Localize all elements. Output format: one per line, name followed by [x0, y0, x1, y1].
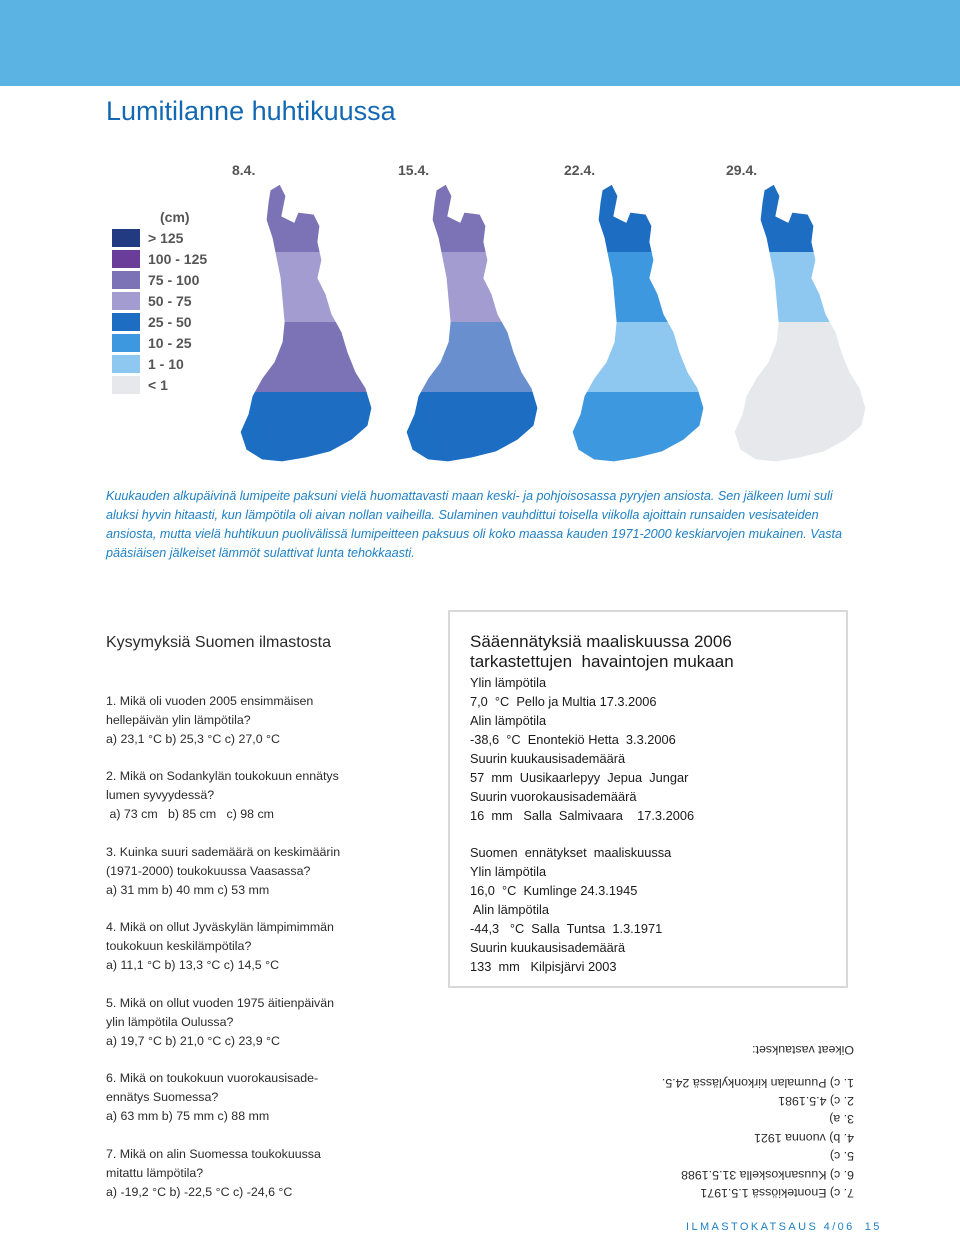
legend-label: 75 - 100	[148, 272, 200, 288]
question-text: mitattu lämpötila?	[106, 1166, 204, 1180]
march-2006-records	[470, 673, 840, 825]
question-text: ylin lämpötila Oulussa?	[106, 1015, 234, 1029]
snow-zone	[388, 252, 552, 322]
map-legend	[108, 207, 206, 397]
question-options: a) 23,1 °C b) 25,3 °C c) 27,0 °C	[106, 732, 280, 746]
snow-zone	[554, 182, 718, 252]
answer-line: 7. c) Enontekiössä 1.5.1971	[700, 1186, 854, 1200]
page-title: Lumitilanne huhtikuussa	[106, 96, 396, 126]
record-line: Suurin vuorokausisademäärä	[470, 789, 637, 804]
question-options: a) 73 cm b) 85 cm c) 98 cm	[106, 807, 275, 821]
page-number: 15	[864, 1221, 882, 1233]
records-heading-line: Sääennätyksiä maaliskuussa 2006	[470, 632, 732, 651]
legend-item	[108, 355, 206, 375]
answer-line: 5. c)	[829, 1149, 854, 1164]
question-text: 5. Mikä on ollut vuoden 1975 äitienpäivän	[106, 996, 335, 1010]
legend-label: 25 - 50	[148, 314, 192, 330]
question-1	[106, 692, 396, 749]
answers-block	[661, 1024, 854, 1202]
record-line: 133 mm Kilpisjärvi 2003	[470, 959, 617, 974]
finland-map	[222, 182, 386, 470]
question-text: hellepäivän ylin lämpötila?	[106, 713, 251, 727]
questions-heading: Kysymyksiä Suomen ilmastosta	[106, 634, 331, 651]
all-time-records	[470, 843, 840, 976]
legend-label: 50 - 75	[148, 293, 192, 309]
question-5	[106, 994, 396, 1051]
snow-zone	[716, 182, 880, 252]
legend-swatch	[112, 334, 140, 352]
record-line: -44,3 °C Salla Tuntsa 1.3.1971	[470, 921, 663, 936]
record-line: -38,6 °C Enontekiö Hetta 3.3.2006	[470, 732, 676, 747]
record-line: 7,0 °C Pello ja Multia 17.3.2006	[470, 694, 657, 709]
legend-unit: (cm)	[160, 209, 190, 225]
legend-label: < 1	[148, 377, 168, 393]
map-date: 22.4.	[564, 162, 596, 178]
legend-item	[108, 313, 206, 333]
record-line: 16 mm Salla Salmivaara 17.3.2006	[470, 808, 695, 823]
legend-swatch	[112, 355, 140, 373]
question-2	[106, 767, 396, 824]
map-date: 15.4.	[398, 162, 430, 178]
legend-label: > 125	[148, 230, 184, 246]
record-line: 57 mm Uusikaarlepyy Jepua Jungar	[470, 770, 689, 785]
records-heading	[470, 632, 734, 672]
legend-label: 100 - 125	[148, 251, 208, 267]
question-text: 7. Mikä on alin Suomessa toukokuussa	[106, 1147, 321, 1161]
snow-zone	[388, 182, 552, 252]
legend-swatch	[112, 313, 140, 331]
question-7	[106, 1145, 396, 1202]
record-line: Ylin lämpötila	[470, 864, 547, 879]
record-line: Suurin kuukausisademäärä	[470, 940, 626, 955]
legend-item	[108, 271, 206, 291]
question-text: ennätys Suomessa?	[106, 1090, 219, 1104]
question-text: 6. Mikä on toukokuun vuorokausisade-	[106, 1071, 319, 1085]
legend-item	[108, 292, 206, 312]
question-4	[106, 918, 396, 975]
records-heading-line: tarkastettujen havaintojen mukaan	[470, 652, 734, 671]
legend-label: 1 - 10	[148, 356, 184, 372]
page-footer	[686, 1221, 882, 1233]
legend-item	[108, 334, 206, 354]
legend-item	[108, 229, 206, 249]
question-text: lumen syvyydessä?	[106, 788, 215, 802]
question-options: a) 31 mm b) 40 mm c) 53 mm	[106, 883, 270, 897]
snow-map	[716, 160, 880, 470]
legend-swatch	[112, 250, 140, 268]
publication-name: ILMASTOKATSAUS 4/06	[686, 1221, 855, 1233]
record-line: Suurin kuukausisademäärä	[470, 751, 626, 766]
legend-item	[108, 250, 206, 270]
legend-label: 10 - 25	[148, 335, 192, 351]
finland-map	[716, 182, 880, 470]
snow-zone	[716, 252, 880, 322]
question-text: (1971-2000) toukokuussa Vaasassa?	[106, 864, 311, 878]
question-options: a) 19,7 °C b) 21,0 °C c) 23,9 °C	[106, 1034, 280, 1048]
legend-swatch	[112, 376, 140, 394]
question-3	[106, 843, 396, 900]
finland-map	[388, 182, 552, 470]
snow-map	[222, 160, 386, 470]
record-line: Suomen ennätykset maaliskuussa	[470, 845, 672, 860]
finland-map	[554, 182, 718, 470]
answer-line: 6. c) Kuusankoskella 31.5.1988	[681, 1167, 854, 1182]
map-date: 8.4.	[232, 162, 256, 178]
snow-map	[554, 160, 718, 470]
legend-swatch	[112, 271, 140, 289]
snow-zone	[554, 252, 718, 322]
answer-line: 1. c) Puumalan kirkonkylässä 24.5.	[661, 1075, 854, 1090]
question-text: 1. Mikä oli vuoden 2005 ensimmäisen	[106, 694, 314, 708]
question-6	[106, 1069, 396, 1126]
figure-caption: Kuukauden alkupäivinä lumipeite paksuni vielä huomattavasti maan keski- ja pohjoisosassa pyryjen ansiosta. Sen jälkeen lumi suli aluksi hyvin hitaasti, kun lämpötila oli aivan nollan vaiheilla. Sulaminen vauhdittui toisella viikolla ajoittain runsaiden vesisateiden ansiosta, mutta vielä huhtikuun puolivälissä lumipeitteen paksuus oli koko maassa kauden 1971-2000 keskiarvojen mukainen. Vasta pääsiäisen jälkeiset lämmöt sulattivat lunta tehokkaasti.	[106, 489, 843, 560]
question-text: 3. Kuinka suuri sademäärä on keskimäärin	[106, 845, 341, 859]
header-band	[0, 0, 960, 86]
question-options: a) -19,2 °C b) -22,5 °C c) -24,6 °C	[106, 1185, 293, 1199]
answer-line: 4. b) vuonna 1921	[754, 1130, 854, 1145]
question-options: a) 63 mm b) 75 mm c) 88 mm	[106, 1109, 270, 1123]
question-text: 4. Mikä on ollut Jyväskylän lämpimimmän	[106, 920, 334, 934]
snow-map	[388, 160, 552, 470]
answer-line: 2. c) 4.5.1981	[778, 1093, 854, 1108]
record-line: 16,0 °C Kumlinge 24.3.1945	[470, 883, 638, 898]
answers-heading: Oikeat vastaukset:	[752, 1043, 854, 1058]
record-line: Alin lämpötila	[470, 713, 547, 728]
snow-zone	[222, 252, 386, 322]
legend-swatch	[112, 229, 140, 247]
legend-item	[108, 376, 206, 396]
map-date: 29.4.	[726, 162, 758, 178]
question-text: 2. Mikä on Sodankylän toukokuun ennätys	[106, 769, 339, 783]
legend-swatch	[112, 292, 140, 310]
answer-line: 3. a)	[829, 1112, 854, 1127]
question-options: a) 11,1 °C b) 13,3 °C c) 14,5 °C	[106, 958, 280, 972]
snow-zone	[222, 182, 386, 252]
record-line: Ylin lämpötila	[470, 675, 547, 690]
record-line: Alin lämpötila	[470, 902, 549, 917]
question-text: toukokuun keskilämpötila?	[106, 939, 252, 953]
